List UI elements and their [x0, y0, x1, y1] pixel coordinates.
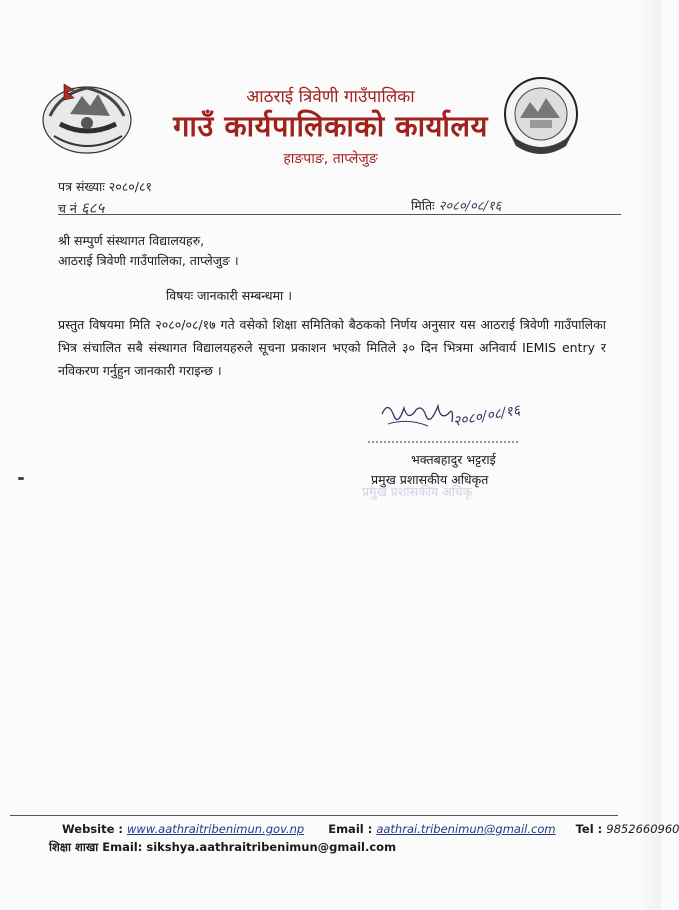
letter-date-label: मितिः: [411, 198, 435, 213]
email-link[interactable]: aathrai.tribenimun@gmail.com: [376, 822, 556, 836]
office-location: हाङपाङ, ताप्लेजुङ: [283, 151, 378, 167]
footer-contact: [62, 822, 679, 836]
letter-date-value: २०८०/०८/१६: [438, 199, 502, 214]
header-divider: [58, 214, 621, 215]
municipality-name: आठराई त्रिवेणी गाउँपालिका: [246, 87, 415, 107]
tel-label: Tel :: [575, 822, 603, 836]
recipient-line-1: श्री सम्पुर्ण संस्थागत विद्यालयहरु,: [58, 233, 205, 248]
letter-date: [411, 196, 501, 214]
section-email[interactable]: sikshya.aathraitribenimun@gmail.com: [146, 840, 397, 854]
footer-divider: [10, 815, 618, 816]
email-label: Email :: [328, 822, 373, 836]
letter-number-value: २०८०/८१: [108, 179, 152, 194]
faded-stamp: प्रमुख प्रशासकीय अधिकृ: [362, 484, 473, 499]
footer-section-contact: [49, 840, 396, 855]
website-link[interactable]: www.aathraitribenimun.gov.np: [127, 822, 305, 836]
section-label: शिक्षा शाखा: [49, 840, 99, 854]
website-label: Website :: [62, 822, 123, 836]
scan-speck: [18, 477, 24, 480]
dispatch-number-label: च नं: [58, 201, 77, 216]
section-email-label: Email:: [102, 840, 143, 854]
recipient-line-2: आठराई त्रिवेणी गाउँपालिका, ताप्लेजुङ ।: [58, 253, 239, 268]
dispatch-number: [58, 198, 104, 218]
dispatch-number-value: ६८५: [80, 199, 105, 217]
handwritten-signature: [368, 396, 543, 446]
letter-number: [58, 178, 152, 195]
svg-text:२०८०/०८/१६: २०८०/०८/१६: [451, 402, 522, 430]
subject-line: विषयः जानकारी सम्बन्धमा ।: [166, 288, 292, 303]
signatory-name: भक्तबहादुर भट्टराई: [411, 452, 496, 467]
letter-body: प्रस्तुत विषयमा मिति २०८०/०८/१७ गते वसेको शिक्षा समितिको बैठकको निर्णय अनुसार यस आठराई त्रिवेणी गाउँपालिका भित्र संचालित सबै संस्थागत विद्यालयहरुले सूचना प्रकाशन भएको मितिले ३० दिन भित्रमा अनिवार्य IEMIS entry र नविकरण गर्नुहुन जानकारी गराइन्छ ।: [58, 317, 606, 378]
signatory-title: प्रमुख प्रशासकीय अधिकृत: [371, 472, 489, 487]
letter-number-label: पत्र संख्याः: [58, 179, 105, 194]
tel-value: 9852660960: [606, 822, 679, 836]
office-title: गाउँ कार्यपालिकाको कार्यालय: [173, 109, 488, 143]
